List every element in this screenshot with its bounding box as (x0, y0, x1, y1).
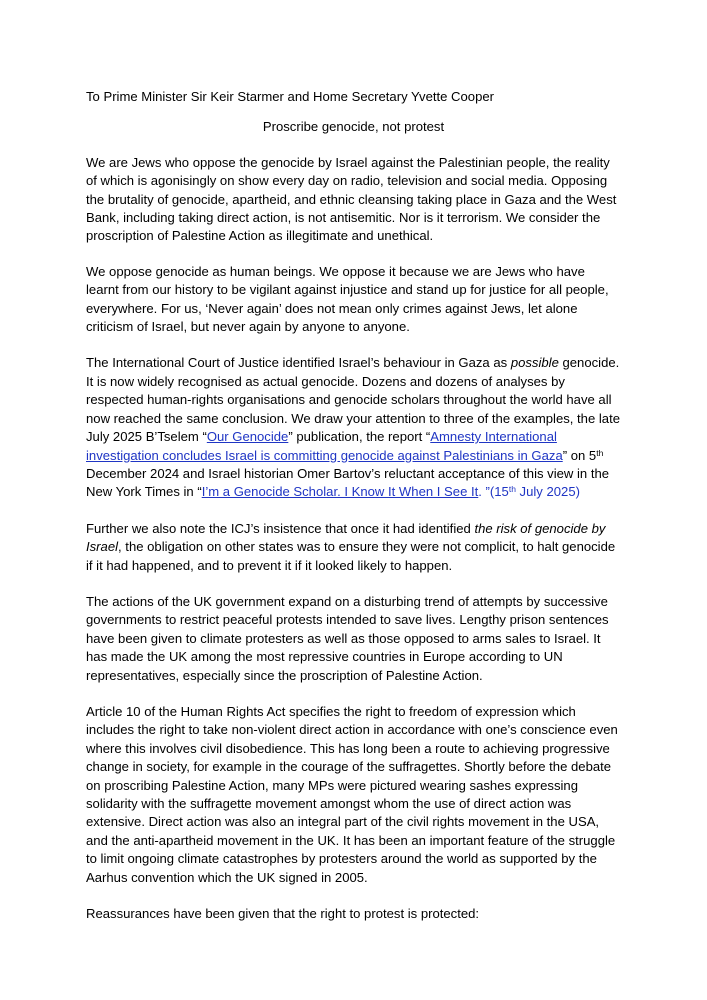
paragraph-uk-actions: The actions of the UK government expand on a disturbing trend of attempts by successive governments to restrict peaceful protests intended to save lives. Lengthy prison sentences have been given to climate protesters as well as those opposed to arms sales to Israel. It has made the UK among the most repressive countries in Europe according to UN representatives, especially since the proscription of Palestine Action. (86, 593, 609, 683)
p3-italic-possible: possible (510, 355, 559, 371)
p4-text-b: , the obligation on other states was to ensure they were not complicit, to halt genocide if it had happened, and to prevent it if it looked likely to happen. (86, 539, 616, 573)
p3-text-a: The International Court of Justice identified Israel’s behaviour in Gaza as (86, 355, 511, 371)
paragraph-reassurances: Reassurances have been given that the right to protest is protected: (86, 906, 480, 922)
p4-text-a: Further we also note the ICJ’s insistence that once it had identified (86, 520, 475, 536)
p3-sup-th-1: th (596, 447, 604, 458)
p3-sup-th-2: th (508, 484, 516, 495)
p4-italic-risk: the risk of genocide by Israel (86, 520, 606, 555)
p3-text-e: December 2024 and Israel historian Omer Bartov’s reluctant acceptance of this view in the New York Times in “ (86, 465, 610, 500)
letter-title: Proscribe genocide, not protest (262, 119, 445, 135)
paragraph-article-10: Article 10 of the Human Rights Act specifies the right to freedom of expression which includes the right to take non-violent direct action in accordance with one’s conscience even where this involves civil disobedience. This has long been a route to achieving progressive change in society, for example in the courage of the suffragettes. Shortly before the debate on proscribing Palestine Action, many MPs were pictured wearing sashes expressing solidarity with the suffragette movement amongst whom the use of direct action was extensive. Direct action was also an integral part of the civil rights movement in the USA, and the anti-apartheid movement in the UK. It has been an important feature of the struggle to limit ongoing climate catastrophes by protesters around the world as supported by the Aarhus convention which the UK signed in 2005. (86, 703, 618, 885)
addressee-line: To Prime Minister Sir Keir Starmer and Home Secretary Yvette Cooper (86, 89, 494, 104)
paragraph-intro: We are Jews who oppose the genocide by Israel against the Palestinian people, the reality of which is agonisingly on show every day on radio, television and social media. Opposing the brutality of genocide, apartheid, and ethnic cleansing taking place in Gaza and the West Bank, including taking direct action, is not antisemitic. Nor is it terrorism. We consider the proscription of Palestine Action as illegitimate and unethical. (86, 154, 617, 244)
p3-text-g: July 2025) (515, 484, 580, 500)
paragraph-icj-obligation (86, 520, 621, 575)
link-our-genocide[interactable]: Our Genocide (206, 429, 289, 445)
link-nyt-bartov[interactable]: I’m a Genocide Scholar. I Know It When I See It (201, 484, 479, 500)
p3-text-c: ” publication, the report “ (288, 429, 431, 445)
paragraph-icj-evidence (86, 354, 621, 501)
p3-text-b: genocide. It is now widely recognised as actual genocide. Dozens and dozens of analyses by respected human-rights organisations and genocide scholars throughout the world have all now reached the same conclusion. We draw your attention to three of the examples, the late July 2025 B’Tselem “ (86, 355, 620, 445)
link-amnesty-report[interactable]: Amnesty International investigation concludes Israel is committing genocide against Palestinians in Gaza (86, 429, 563, 463)
p3-text-d: ” on 5 (562, 447, 597, 463)
paragraph-oppose-genocide: We oppose genocide as human beings. We oppose it because we are Jews who have learnt from our history to be vigilant against injustice and stand up for justice for all people, everywhere. For us, ‘Never again’ does not mean only crimes against Jews, let alone criticism of Israel, but never again by anyone to anyone. (86, 263, 609, 335)
p3-text-f: . ”(15 (478, 484, 509, 500)
